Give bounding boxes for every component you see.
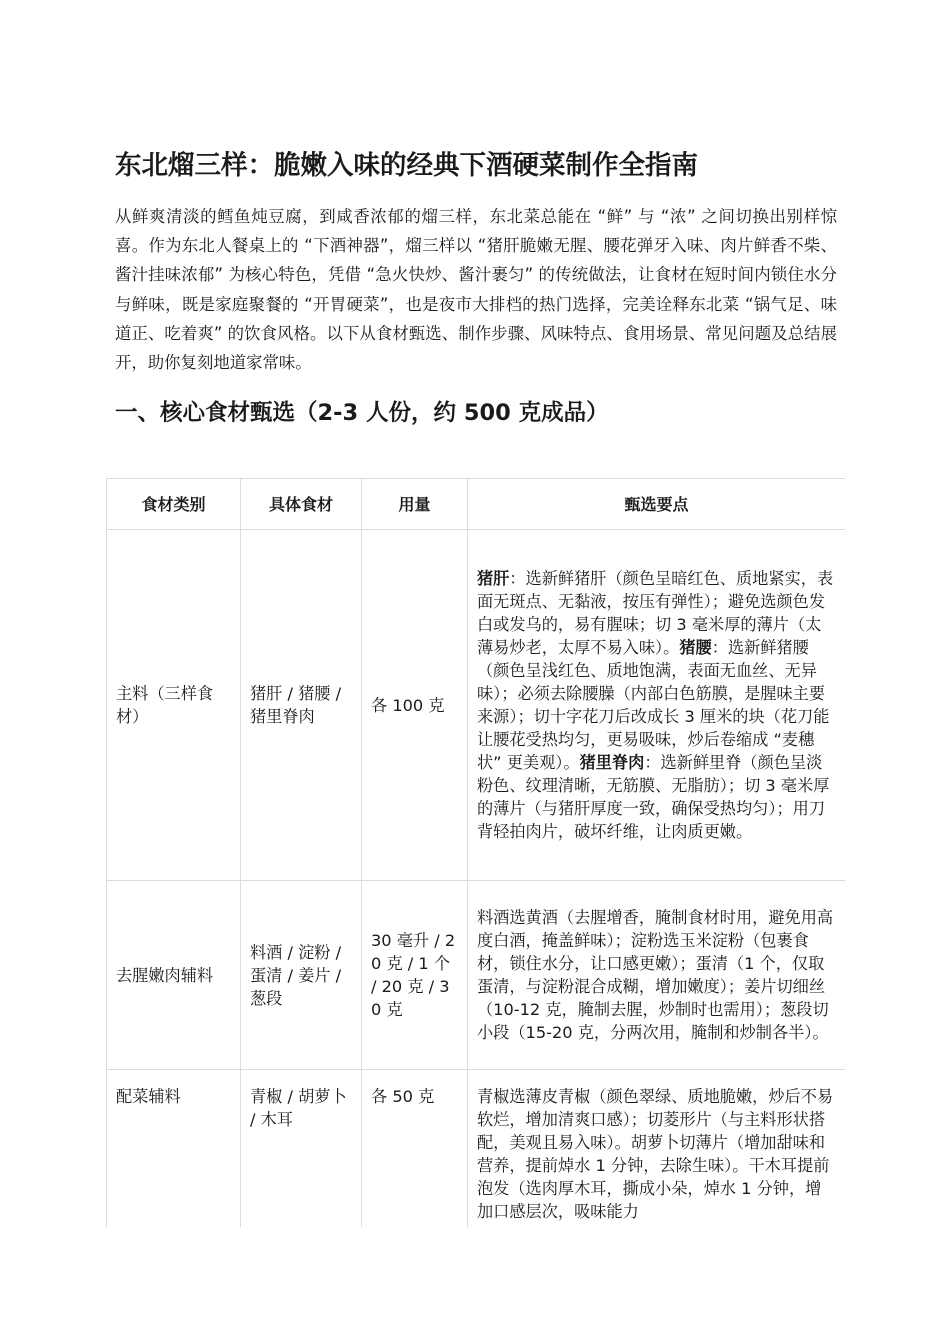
ingredients-table xyxy=(106,478,845,1227)
note-text-pork-tenderloin: ：选新鲜里脊（颜色呈淡粉色、纹理清晰，无筋膜、无脂肪）；切 3 毫米厚的薄片（与猪肝厚度一致，确保受热均匀）；用刀背轻拍肉片，破坏纤维，让肉质更嫩。 xyxy=(477,753,830,841)
cell-category: 去腥嫩肉辅料 xyxy=(107,881,241,1070)
header-amount: 用量 xyxy=(362,479,468,530)
cell-amount: 30 毫升 / 20 克 / 1 个 / 20 克 / 30 克 xyxy=(362,881,468,1070)
document-title: 东北熘三样：脆嫩入味的经典下酒硬菜制作全指南 xyxy=(115,150,698,181)
cell-notes xyxy=(468,530,846,881)
note-label-pork-liver: 猪肝 xyxy=(477,569,510,588)
table-row xyxy=(107,530,846,881)
cell-amount: 各 50 克 xyxy=(362,1070,468,1228)
note-text-pork-kidney: ：选新鲜猪腰（颜色呈浅红色、质地饱满，表面无血丝、无异味）；必须去除腰臊（内部白色筋膜，是腥味主要来源）；切十字花刀后改成长 3 厘米的块（花刀能让腰花受热均匀，更易吸味，炒后卷缩成 “麦穗状” 更美观）。 xyxy=(477,638,830,772)
cell-notes: 料酒选黄酒（去腥增香，腌制食材时用，避免用高度白酒，掩盖鲜味）；淀粉选玉米淀粉（包裹食材，锁住水分，让口感更嫩）；蛋清（1 个，仅取蛋清，与淀粉混合成糊，增加嫩度）；姜片切细丝（10-12 克，腌制去腥，炒制时也需用）；葱段切小段（15-20 克，分两次用，腌制和炒制各半）。 xyxy=(468,881,846,1070)
header-ingredients: 具体食材 xyxy=(241,479,362,530)
cell-ingredients: 料酒 / 淀粉 / 蛋清 / 姜片 / 葱段 xyxy=(241,881,362,1070)
table-row xyxy=(107,1070,846,1228)
section-heading: 一、核心食材甄选（2-3 人份，约 500 克成品） xyxy=(115,400,609,426)
cell-category: 配菜辅料 xyxy=(107,1070,241,1228)
cell-category: 主料（三样食材） xyxy=(107,530,241,881)
note-label-pork-kidney: 猪腰 xyxy=(679,638,712,657)
cell-amount: 各 100 克 xyxy=(362,530,468,881)
note-label-pork-tenderloin: 猪里脊肉 xyxy=(579,753,645,772)
ingredients-table-container xyxy=(106,478,845,1227)
table-row xyxy=(107,881,846,1070)
header-category: 食材类别 xyxy=(107,479,241,530)
header-notes: 甄选要点 xyxy=(468,479,846,530)
note-text-pork-liver: ：选新鲜猪肝（颜色呈暗红色、质地紧实，表面无斑点、无黏液，按压有弹性）；避免选颜色发白或发乌的，易有腥味；切 3 毫米厚的薄片（太薄易炒老，太厚不易入味）。 xyxy=(477,569,834,657)
cell-ingredients: 猪肝 / 猪腰 / 猪里脊肉 xyxy=(241,530,362,881)
intro-paragraph: 从鲜爽清淡的鳕鱼炖豆腐，到咸香浓郁的熘三样，东北菜总能在 “鲜” 与 “浓” 之间切换出别样惊喜。作为东北人餐桌上的 “下酒神器”，熘三样以 “猪肝脆嫩无腥、腰花弹牙入味、肉片鲜香不柴、酱汁挂味浓郁” 为核心特色，凭借 “急火快炒、酱汁裹匀” 的传统做法，让食材在短时间内锁住水分与鲜味，既是家庭聚餐的 “开胃硬菜”，也是夜市大排档的热门选择，完美诠释东北菜 “锅气足、味道正、吃着爽” 的饮食风格。以下从食材甄选、制作步骤、风味特点、食用场景、常见问题及总结展开，助你复刻地道家常味。 xyxy=(115,207,837,373)
cell-ingredients: 青椒 / 胡萝卜 / 木耳 xyxy=(241,1070,362,1228)
cell-notes: 青椒选薄皮青椒（颜色翠绿、质地脆嫩，炒后不易软烂，增加清爽口感）；切菱形片（与主料形状搭配，美观且易入味）。胡萝卜切薄片（增加甜味和营养，提前焯水 1 分钟，去除生味）。干木耳提前泡发（选肉厚木耳，撕成小朵，焯水 1 分钟，增加口感层次，吸味能力 xyxy=(468,1070,846,1228)
table-header-row xyxy=(107,479,846,530)
